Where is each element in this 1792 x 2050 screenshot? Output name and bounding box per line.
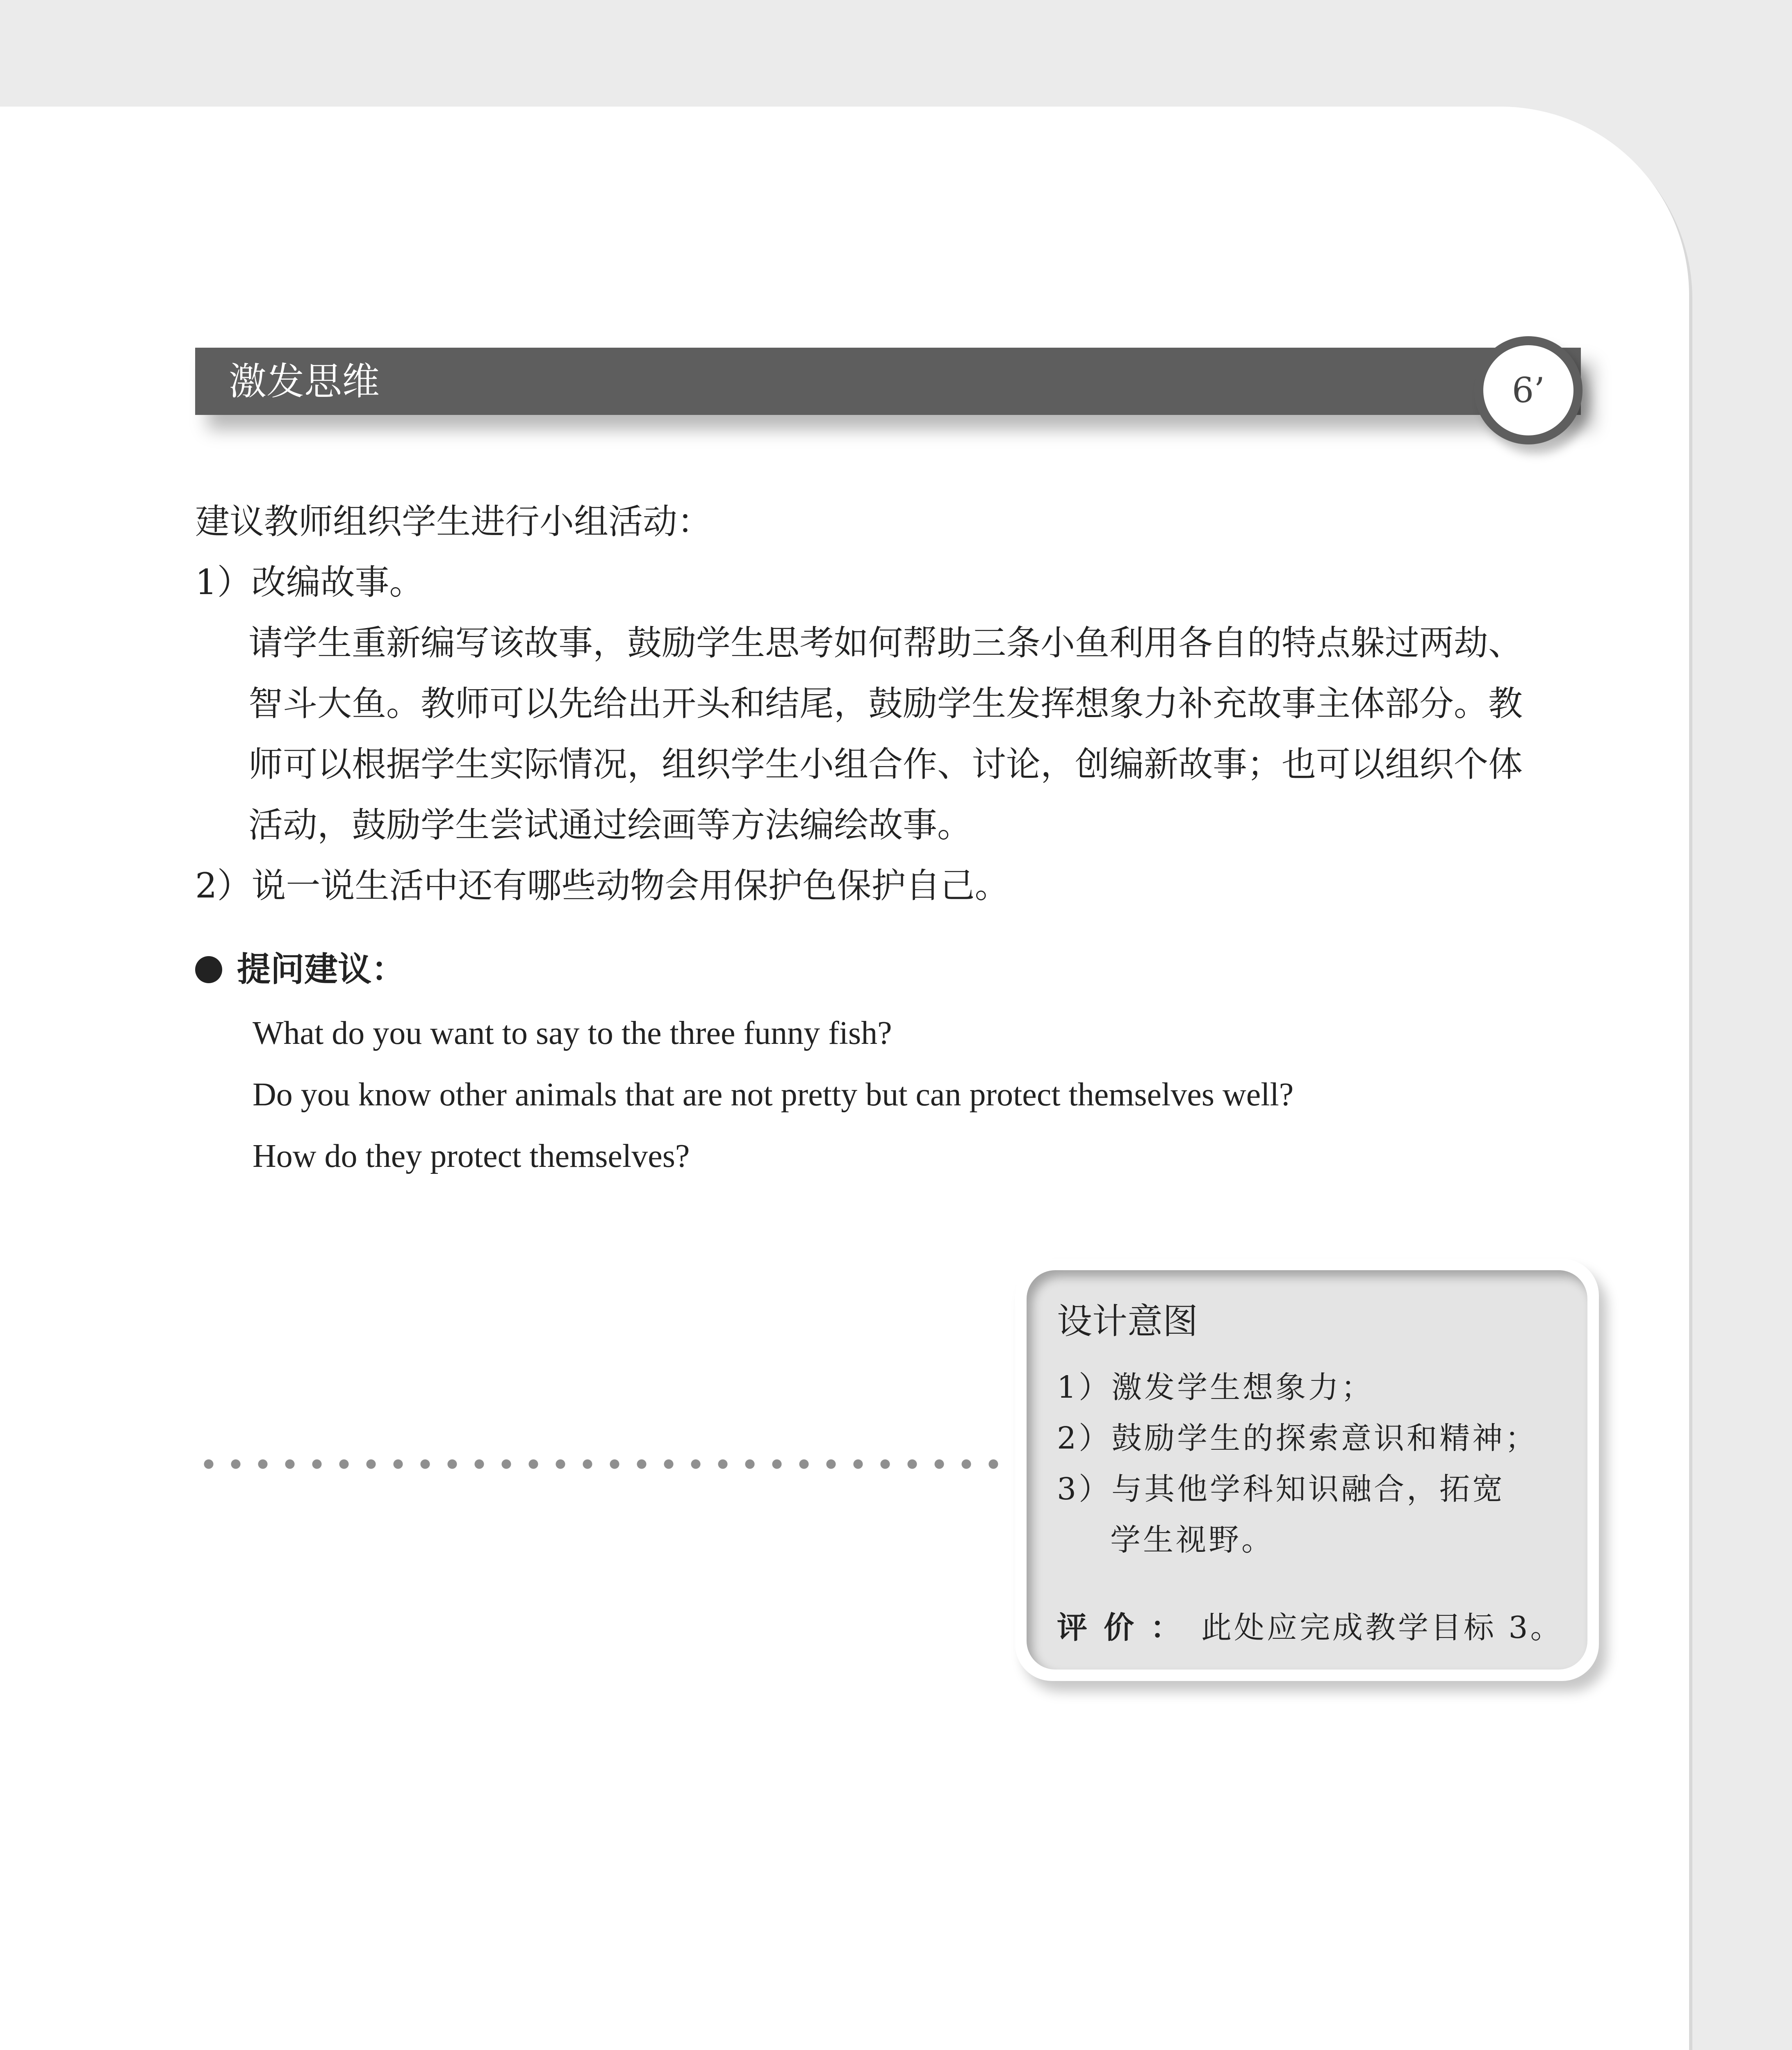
design-item: 3）与其他学科知识融合，拓宽 [1057, 1471, 1505, 1507]
design-intent-card [1015, 1259, 1599, 1681]
section-header-bar [195, 348, 1581, 415]
item-1-title: 1）改编故事。 [195, 562, 424, 602]
question-line: Do you know other animals that are not pretty but can protect themselves well? [253, 1077, 1294, 1113]
item-1-line: 请学生重新编写该故事，鼓励学生思考如何帮助三条小鱼利用各自的特点躲过两劫、 [248, 623, 1523, 663]
design-item: 2）鼓励学生的探索意识和精神； [1057, 1421, 1538, 1456]
tips-heading [195, 945, 1589, 994]
evaluation-label: 评价： [1057, 1610, 1197, 1645]
question-line: How do they protect themselves? [253, 1138, 690, 1174]
evaluation-line [1057, 1607, 1563, 1648]
item-1-line: 智斗大鱼。教师可以先给出开头和结尾，鼓励学生发挥想象力补充故事主体部分。教 [248, 683, 1523, 724]
intro-line: 建议教师组织学生进行小组活动： [195, 501, 712, 542]
section-title: 激发思维 [229, 360, 380, 403]
item-1-line: 师可以根据学生实际情况，组织学生小组合作、讨论，创编新故事；也可以组织个体 [248, 744, 1523, 784]
tips-heading-text: 提问建议： [237, 950, 405, 989]
question-list [195, 1002, 1589, 1187]
design-list [1057, 1362, 1565, 1565]
design-title: 设计意图 [1057, 1301, 1198, 1342]
design-item: 1）激发学生想象力； [1057, 1370, 1374, 1405]
time-badge: 6’ [1474, 336, 1583, 444]
item-1-line: 活动，鼓励学生尝试通过绘画等方法编绘故事。 [248, 805, 972, 845]
dot-leader [195, 1458, 1015, 1470]
evaluation-text: 此处应完成教学目标 3。 [1201, 1610, 1563, 1645]
design-item: 学生视野。 [1110, 1522, 1274, 1558]
activity-instructions [195, 491, 1597, 916]
question-tips [195, 945, 1589, 1187]
question-line: What do you want to say to the three funny fish? [253, 1015, 892, 1051]
item-2: 2）说一说生活中还有哪些动物会用保护色保护自己。 [195, 866, 1009, 906]
bullet-icon [195, 956, 222, 983]
design-intent-panel [1027, 1270, 1587, 1670]
